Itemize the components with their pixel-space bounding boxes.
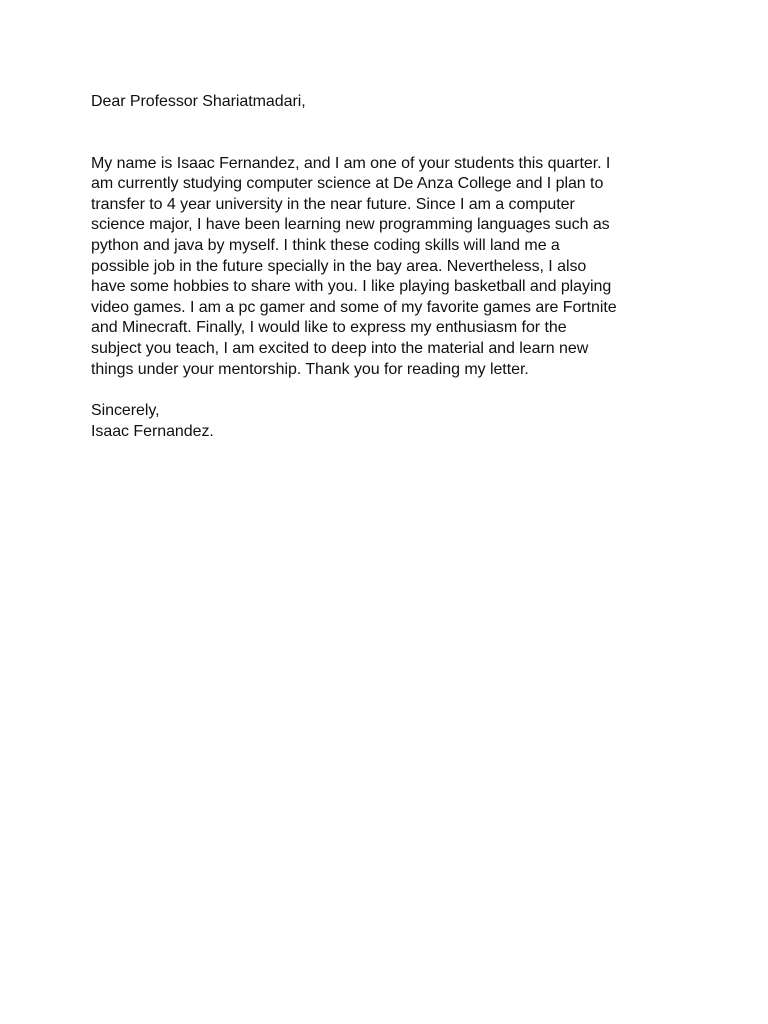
letter-body-line: have some hobbies to share with you. I like playing basketball and playing — [91, 278, 612, 296]
letter-body-line: video games. I am a pc gamer and some of my favorite games are Fortnite — [91, 298, 617, 316]
letter-body-line: possible job in the future specially in the bay area. Nevertheless, I also — [91, 257, 587, 275]
letter-body-line: My name is Isaac Fernandez, and I am one of your students this quarter. I — [91, 154, 611, 172]
letter-greeting: Dear Professor Shariatmadari, — [91, 93, 306, 110]
letter-signature: Isaac Fernandez. — [91, 422, 214, 440]
letter-body-line: subject you teach, I am excited to deep into the material and learn new — [91, 339, 589, 357]
letter-body-line: python and java by myself. I think these coding skills will land me a — [91, 236, 560, 254]
letter-sign-off: Sincerely, — [91, 402, 160, 420]
letter-body-line: am currently studying computer science at De Anza College and I plan to — [91, 175, 604, 193]
letter-body-line: things under your mentorship. Thank you for reading my letter. — [91, 360, 529, 378]
letter-closing — [91, 401, 681, 442]
letter — [91, 92, 681, 442]
letter-body — [91, 154, 681, 381]
letter-body-line: and Minecraft. Finally, I would like to express my enthusiasm for the — [91, 319, 567, 337]
letter-body-line: science major, I have been learning new programming languages such as — [91, 216, 610, 234]
letter-body-line: transfer to 4 year university in the near future. Since I am a computer — [91, 195, 575, 213]
